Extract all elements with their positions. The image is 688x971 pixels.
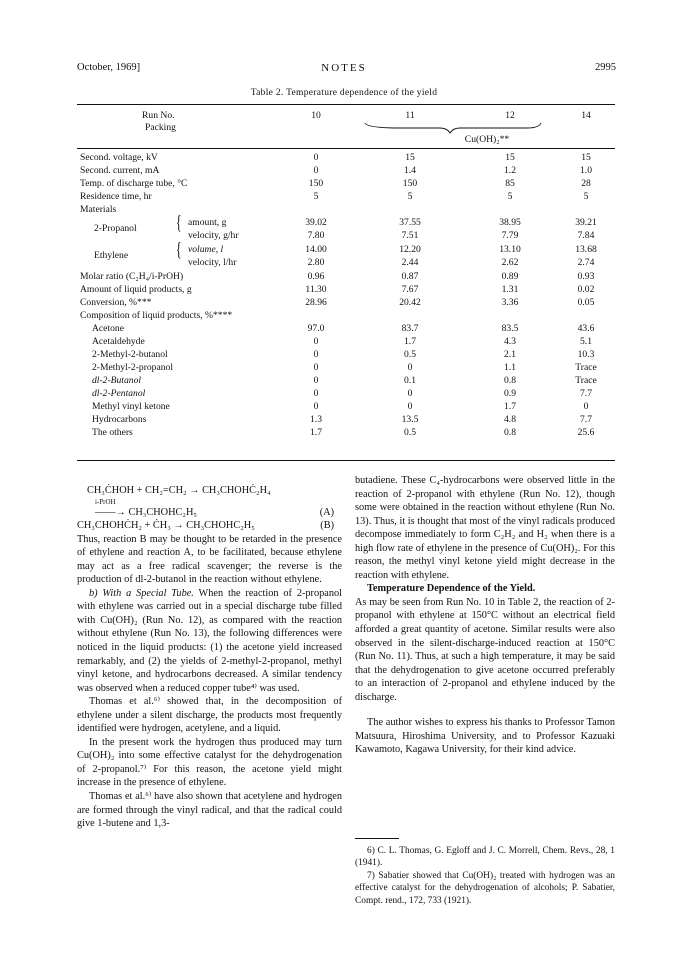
left-column: [77, 484, 342, 831]
table-row: Residence time, hr 5 5 5 5: [80, 191, 589, 202]
table-row: Materials: [80, 204, 117, 215]
table-row: Acetone 97.0 83.7 83.5 43.6: [92, 323, 595, 334]
paragraph: In the present work the hydrogen thus produced may turn Cu(OH)₂ into some effective catalyst for the dehydrogenation of 2-propanol.⁷⁾ For this reason, the acetone yield might increase in the presence of ethylene.: [77, 736, 342, 789]
table-row: dl-2-Pentanol 0 0 0.9 7.7: [92, 388, 592, 399]
paragraph: b) With a Special Tube. When the reaction of 2-propanol with ethylene was carried out in a special discharge tube filled with Cu(OH)₂ (Run No. 12), as compared with the reaction without ethylene (Run No. 13), the following differences were noticed in the liquid products: (1) the acetone yield increased remarkably, and (2) the yields of 2-methyl-2-propanol, methyl vinyl ketone, and hydrocarbons decreased. A similar tendency was observed when a reduced copper tube⁴⁾ was used.: [77, 587, 342, 694]
paragraph: Thus, reaction B may be thought to be retarded in the presence of ethylene and reaction A, to be facilitated, because ethylene may act as a free radical scavenger; the reverse is the production of dl-2-butanol in the reaction without ethylene.: [77, 533, 342, 586]
table-row: Amount of liquid products, g 11.30 7.67 1.31 0.02: [80, 284, 595, 295]
group-label-ethylene: Ethylene: [94, 250, 129, 261]
run-no-label: Run No.: [142, 110, 175, 121]
footnote-6: 6) C. L. Thomas, G. Egloff and J. C. Morrell, Chem. Revs., 28, 1 (1941).: [355, 846, 615, 869]
table-head-packing-value: [77, 133, 615, 146]
footnote-7: 7) Sabatier showed that Cu(OH)₂ treated with hydrogen was an effective catalyst for the dehydrogenation of alcohols; P. Sabatier, Compt. rend., 172, 733 (1921).: [355, 870, 615, 906]
table-row: Composition of liquid products, %****: [80, 310, 233, 321]
table-row: velocity, g/hr 7.80 7.51 7.79 7.84: [188, 230, 595, 241]
section-heading: Temperature Dependence of the Yield.: [367, 583, 536, 595]
table-row: velocity, l/hr 2.80 2.44 2.62 2.74: [188, 257, 595, 268]
table-row: dl-2-Butanol 0 0.1 0.8 Trace: [92, 375, 597, 386]
equation-1: CH₃ĊHOH + CH₂=CH₂ → CH₃CHOHĊ₂H₄: [87, 485, 271, 496]
running-header-date: October, 1969]: [77, 62, 141, 73]
footnote-separator: [355, 838, 399, 839]
equation-3: CH₃CHOHĊH₂ + ĊH₃ → CH₃CHOHC₂H₅ (B): [77, 520, 334, 532]
table-row: Acetaldehyde 0 1.7 4.3 5.1: [92, 336, 592, 347]
table-row: Temp. of discharge tube, °C 150 150 85 28: [80, 178, 591, 189]
table-row: Molar ratio (C₂H₄/i-PrOH) 0.96 0.87 0.89 0.93: [80, 271, 595, 282]
table-row: Second. voltage, kV 0 15 15 15: [80, 152, 591, 163]
running-header-section: NOTES: [321, 62, 367, 74]
equation-3-tag: (B): [320, 520, 334, 532]
equation-2-tag: (A): [319, 506, 334, 518]
table-caption: Table 2. Temperature dependence of the yield: [250, 88, 438, 98]
run-12: 12: [505, 110, 515, 121]
table-row: 2-Methyl-2-propanol 0 0 1.1 Trace: [92, 362, 597, 373]
packing-label: Packing: [145, 122, 176, 133]
table-row: volume, l 14.00 12.20 13.10 13.68: [188, 244, 597, 255]
table-row: The others 1.7 0.5 0.8 25.6: [92, 427, 595, 438]
table-row: amount, g 39.02 37.55 38.95 39.21: [188, 217, 597, 228]
run-10: 10: [311, 110, 321, 121]
paragraph: butadiene. These C₄-hydrocarbons were observed little in the reaction of 2-propanol with ethylene (Run No. 12), though some were obtained in the reaction without ethylene (Run No. 13). Thus, it is thought that most of the vinyl radicals produced decompose immediately to form C₂H₂ and H₂ when there is a high flow rate of ethylene in the presence of Cu(OH)₂. For this reason, the methyl vinyl ketone yield might decrease in the reaction with ethylene.: [355, 475, 615, 581]
paragraph: Thomas et al.⁶⁾ have also shown that acetylene and hydrogen are formed through the vinyl radical, and that the radical could give 1-butene and 1,3-: [77, 791, 342, 830]
brace-propanol: {: [175, 212, 182, 234]
brace-ethylene: {: [175, 239, 182, 261]
equation-2: ——→ CH₃CHOHC₂H₅ (A): [95, 506, 334, 518]
table-row: Methyl vinyl ketone 0 0 1.7 0: [92, 401, 589, 412]
subsection-heading: b) With a Special Tube.: [89, 587, 194, 599]
acknowledgment: The author wishes to express his thanks to Professor Tamon Matsuura, Hiroshima University, and to Professor Kazuaki Kawamoto, Kagawa University, for their kind advice.: [355, 717, 615, 756]
footnotes: [355, 845, 615, 907]
table-row: Second. current, mA 0 1.4 1.2 1.0: [80, 165, 592, 176]
table-row: 2-Methyl-2-butanol 0 0.5 2.1 10.3: [92, 349, 595, 360]
table-row: Hydrocarbons 1.3 13.5 4.8 7.7: [92, 414, 592, 425]
group-label-propanol: 2-Propanol: [94, 223, 137, 234]
table-bottom-rule: [77, 460, 615, 461]
paragraph: As may be seen from Run No. 10 in Table 2, the reaction of 2-propanol with ethylene at 150°C without an electrical field afforded a great quantity of acetone. Similar results were also observed in the silent-discharge-induced reaction at 150°C (Run No. 11). Thus, at such a high temperature, it may be said that the dehydrogenation to give acetone occurred preferably to an interaction of 2-propanol and ethylene induced by the discharge.: [355, 596, 615, 703]
run-14: 14: [581, 110, 591, 121]
packing-value: Cu(OH)₂**: [464, 134, 510, 145]
paragraph: Thomas et al.⁶⁾ showed that, in the decomposition of ethylene under a silent discharge, the products most frequently identified were hydrogen, acetylene, and a liquid.: [77, 696, 342, 735]
right-column: [355, 474, 615, 757]
page-number: 2995: [595, 62, 616, 73]
equation-1-sublabel: i-PrOH: [95, 497, 116, 506]
run-11: 11: [405, 110, 415, 121]
table-row: Conversion, %*** 28.96 20.42 3.36 0.05: [80, 297, 595, 308]
